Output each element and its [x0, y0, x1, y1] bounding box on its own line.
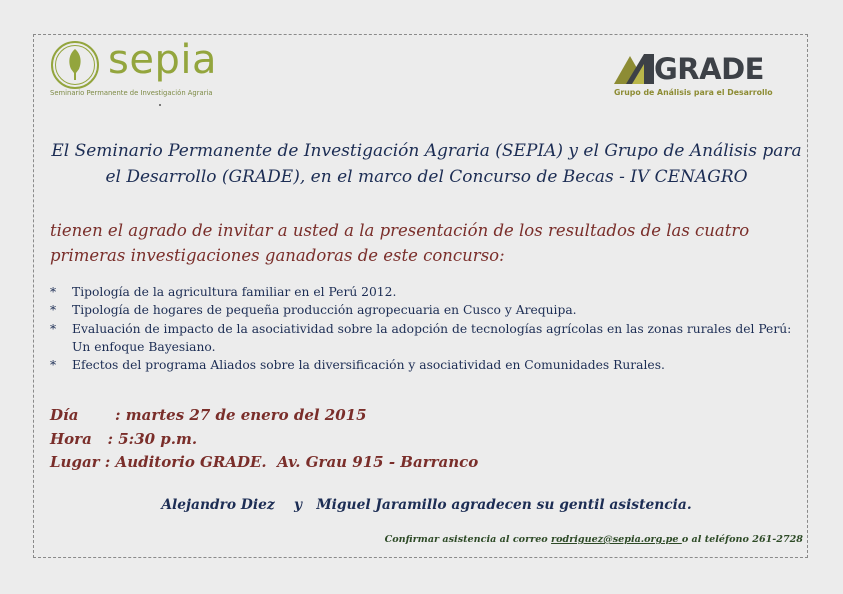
sepia-wordmark: sepia: [108, 37, 217, 83]
place-label: Lugar: [50, 453, 105, 471]
bullet-icon: *: [50, 303, 57, 318]
invitation-text: tienen el agrado de invitar a usted a la presentación de los resultados de las cuatro primeras investigaciones ganadoras de este concurso:: [50, 221, 750, 265]
sepia-tree-icon: [50, 40, 100, 90]
list-item: [50, 301, 805, 319]
date-value: : martes 27 de enero del 2015: [114, 406, 367, 424]
bullet-icon: *: [50, 285, 57, 299]
event-details: [50, 404, 550, 475]
thanks-text: Alejandro Diez y Miguel Jaramillo agradecen su gentil asistencia.: [161, 497, 692, 513]
list-item: [50, 320, 805, 357]
grade-wordmark: GRADE: [654, 52, 764, 86]
bullet-icon: *: [50, 321, 57, 336]
place-value: : Auditorio GRADE. Av. Grau 915 - Barranco: [104, 453, 479, 471]
rsvp-line: [385, 534, 803, 545]
rsvp-prefix: Confirmar asistencia al correo: [384, 534, 552, 545]
event-place: [50, 451, 550, 475]
intro-text: El Seminario Permanente de Investigación Agraria (SEPIA) y el Grupo de Análisis para el Desarrollo (GRADE), en el marco del Concurso de Becas - IV CENAGRO: [51, 141, 802, 187]
rsvp-email-link[interactable]: rodriguez@sepia.org.pe: [551, 534, 682, 545]
study-title: Evaluación de impacto de la asociatividad sobre la adopción de tecnologías agrícolas en las zonas rurales del Perú: Un enfoque Bayesiano.: [72, 321, 792, 354]
studies-list: [50, 283, 805, 374]
list-item: [50, 356, 805, 374]
sepia-logo: [50, 37, 250, 102]
study-title: Efectos del programa Aliados sobre la diversificación y asociatividad en Comunidades Rurales.: [72, 358, 665, 373]
rsvp-phone: o al teléfono 261-2728: [681, 534, 803, 545]
study-title: Tipología de hogares de pequeña producción agropecuaria en Cusco y Arequipa.: [72, 303, 577, 318]
decorative-dot: [159, 104, 161, 106]
time-label: Hora: [50, 429, 108, 448]
sepia-subtitle: Seminario Permanente de Investigación Agraria: [50, 89, 213, 97]
study-title: Tipología de la agricultura familiar en el Perú 2012.: [72, 285, 397, 299]
time-value: : 5:30 p.m.: [107, 429, 198, 448]
grade-logo: [614, 52, 773, 102]
event-time: [50, 428, 550, 452]
bullet-icon: *: [50, 358, 57, 373]
grade-subtitle: Grupo de Análisis para el Desarrollo: [614, 88, 773, 97]
list-item: [50, 283, 805, 301]
event-date: [50, 404, 550, 428]
date-label: Día: [50, 406, 115, 424]
